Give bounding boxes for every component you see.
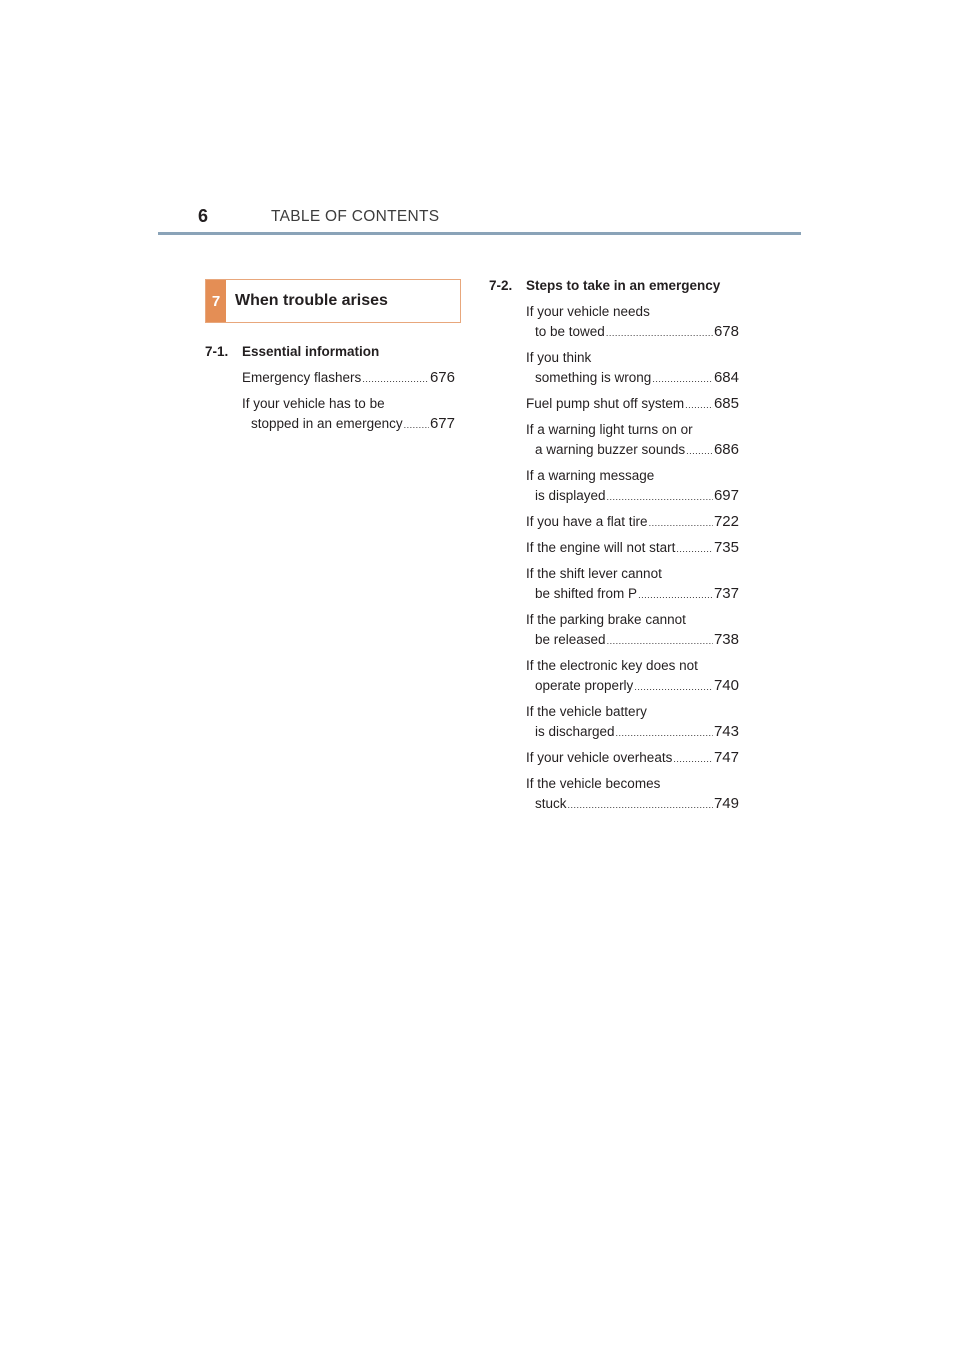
toc-entry[interactable] [526,512,739,533]
dot-leader [638,585,713,605]
toc-entry-text: If the electronic key does not [526,658,698,673]
toc-entry-text: to be towed [535,324,605,339]
subsection-number: 7-1. [205,344,229,359]
toc-page-number[interactable]: 743 [713,723,739,740]
toc-entry[interactable] [526,564,739,605]
section-title: When trouble arises [235,292,388,309]
toc-page-number[interactable]: 722 [713,513,739,530]
toc-entry-line [526,394,739,415]
toc-entry-line [526,564,739,584]
toc-entry-text: something is wrong [535,370,652,385]
subsection-heading [489,276,739,296]
toc-page-number[interactable]: 749 [713,795,739,812]
toc-page-number[interactable]: 677 [429,415,455,432]
dot-leader [685,395,713,415]
dot-leader [607,631,713,651]
toc-entry-text: If a warning message [526,468,655,483]
toc-entry[interactable] [526,774,739,815]
toc-page-number[interactable]: 738 [713,631,739,648]
toc-entry[interactable] [526,348,739,389]
toc-entry-text: operate properly [535,678,634,693]
header-title: TABLE OF CONTENTS [271,208,440,225]
toc-entry-line [242,394,455,414]
toc-page-number[interactable]: 678 [713,323,739,340]
toc-entry-line [526,610,739,630]
toc-entry-text: If the engine will not start [526,540,676,555]
toc-entry-text: be shifted from P [535,586,638,601]
toc-entry-line [526,368,739,389]
toc-entry[interactable] [242,394,455,435]
toc-entry-line [526,466,739,486]
toc-entry-text: Fuel pump shut off system [526,396,685,411]
dot-leader [634,677,713,697]
toc-page-number[interactable]: 735 [713,539,739,556]
toc-entry-text: stopped in an emergency [251,416,403,431]
toc-entry-line [526,440,739,461]
toc-entry[interactable] [526,302,739,343]
toc-entry-line [526,302,739,322]
toc-entry-text: If you think [526,350,592,365]
toc-entry-line [526,702,739,722]
dot-leader [673,749,713,769]
toc-entry-line [526,748,739,769]
toc-entry-line [526,656,739,676]
toc-entry[interactable] [526,656,739,697]
page-header [158,203,801,233]
toc-entries [526,302,739,815]
toc-entry-text: If your vehicle overheats [526,750,673,765]
toc-entry-line [526,348,739,368]
toc-entry-line [526,630,739,651]
toc-entry[interactable] [526,610,739,651]
toc-entry-line [526,774,739,794]
toc-entry-line [526,676,739,697]
toc-entry-text: be released [535,632,606,647]
toc-page-number[interactable]: 747 [713,749,739,766]
page-number: 6 [198,206,209,226]
toc-entry-line [242,414,455,435]
toc-entry-line [526,538,739,559]
toc-entry-text: is discharged [535,724,615,739]
toc-entry-line [526,322,739,343]
toc-entry-line [526,584,739,605]
toc-entry-line [526,794,739,815]
toc-page-number[interactable]: 686 [713,441,739,458]
toc-entry-line [526,486,739,507]
dot-leader [652,369,713,389]
toc-entry-text: a warning buzzer sounds [535,442,686,457]
toc-entry[interactable] [526,748,739,769]
toc-entry-text: If the vehicle battery [526,704,647,719]
dot-leader [607,487,713,507]
subsection-number: 7-2. [489,278,513,293]
toc-entry-line [526,722,739,743]
toc-page-number[interactable]: 684 [713,369,739,386]
dot-leader [686,441,713,461]
toc-entry-line [242,368,455,389]
toc-page-number[interactable]: 737 [713,585,739,602]
dot-leader [606,323,713,343]
toc-page-number[interactable]: 685 [713,395,739,412]
dot-leader [404,415,429,435]
toc-entry-text: If your vehicle needs [526,304,650,319]
toc-page-number[interactable]: 740 [713,677,739,694]
toc-entry-text: Emergency flashers [242,370,362,385]
toc-entry[interactable] [526,466,739,507]
toc-page-number[interactable]: 697 [713,487,739,504]
subsection-7-2 [489,276,739,820]
toc-entry-text: If you have a flat tire [526,514,648,529]
toc-entry-text: If a warning light turns on or [526,422,693,437]
toc-entry-text: If the vehicle becomes [526,776,661,791]
toc-entry-line [526,512,739,533]
toc-entry[interactable] [526,702,739,743]
section-heading [205,279,461,323]
toc-entry-text: If your vehicle has to be [242,396,385,411]
subsection-title: Steps to take in an emergency [526,278,721,293]
dot-leader [568,795,713,815]
toc-entry[interactable] [526,420,739,461]
toc-entry-text: If the shift lever cannot [526,566,662,581]
toc-entry[interactable] [526,394,739,415]
subsection-title: Essential information [242,344,380,359]
toc-entry-text: stuck [535,796,567,811]
section-number: 7 [206,280,226,322]
toc-entry[interactable] [526,538,739,559]
header-rule [158,232,801,235]
dot-leader [676,539,713,559]
subsection-7-1 [205,342,455,440]
dot-leader [362,369,429,389]
toc-entry-text: is displayed [535,488,606,503]
toc-entry[interactable] [242,368,455,389]
subsection-heading [205,342,455,362]
dot-leader [649,513,713,533]
toc-entries [242,368,455,435]
dot-leader [616,723,713,743]
toc-page-number[interactable]: 676 [429,369,455,386]
toc-entry-text: If the parking brake cannot [526,612,686,627]
toc-entry-line [526,420,739,440]
